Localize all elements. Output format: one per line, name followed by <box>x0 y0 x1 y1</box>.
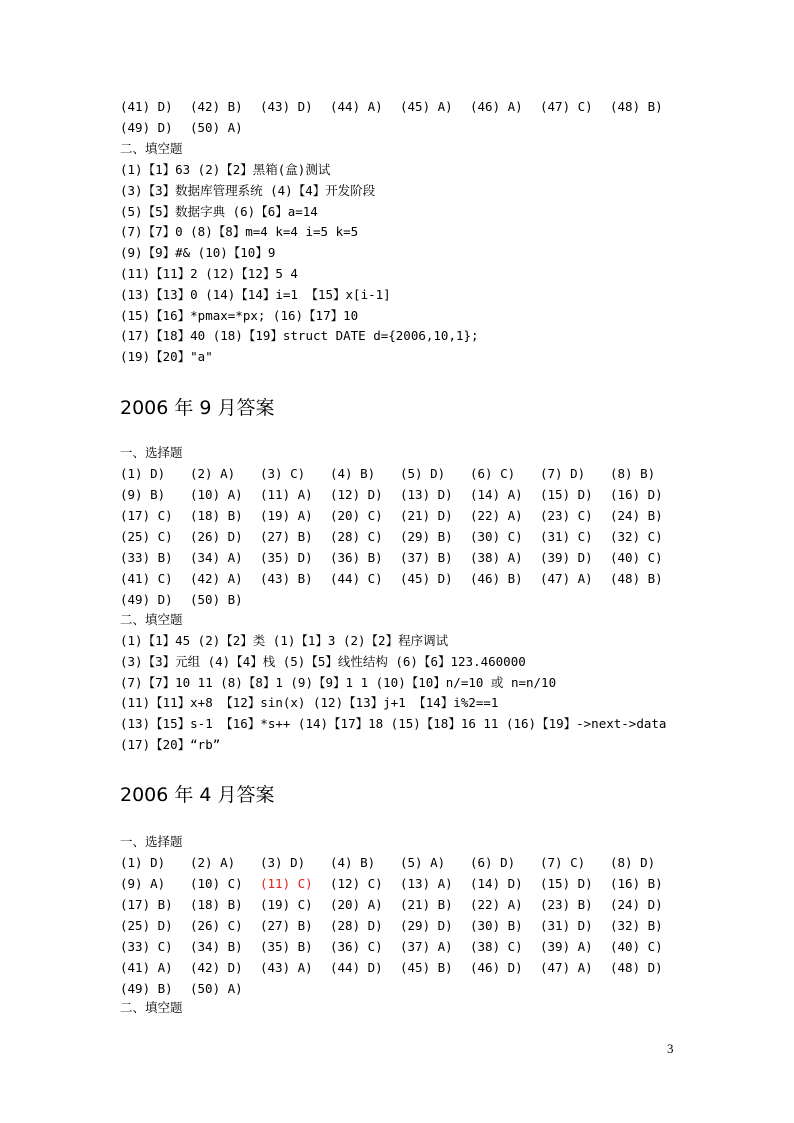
answer-item: (48) B) <box>610 99 663 114</box>
answer-item: (1) D) <box>120 466 166 481</box>
choice-section-header: 一、选择题 <box>120 834 183 849</box>
answer-item: (43) D) <box>260 99 313 114</box>
answer-item: (35) D) <box>260 550 313 565</box>
answer-item: (20) A) <box>330 897 383 912</box>
answer-item: (3) D) <box>260 855 306 870</box>
answer-item: (44) D) <box>330 960 383 975</box>
answer-row <box>120 958 680 978</box>
answer-item: (38) C) <box>470 939 523 954</box>
answer-item: (32) C) <box>610 529 663 544</box>
fill-answer-line: (7)【7】0 (8)【8】m=4 k=4 i=5 k=5 <box>120 224 359 240</box>
answer-item: (10) A) <box>190 487 243 502</box>
answer-item: (24) B) <box>610 508 663 523</box>
answer-row <box>120 97 680 117</box>
answer-item: (31) C) <box>540 529 593 544</box>
answer-row <box>120 527 680 547</box>
section-title-2006-sep: 2006 年 9 月答案 <box>120 397 275 419</box>
answer-item: (16) D) <box>610 487 663 502</box>
answer-item: (2) A) <box>190 466 236 481</box>
answer-item: (28) C) <box>330 529 383 544</box>
answer-item: (42) D) <box>190 960 243 975</box>
answer-item: (34) A) <box>190 550 243 565</box>
fill-answer-line: (11)【11】x+8 【12】sin(x) (12)【13】j+1 【14】i%2==1 <box>120 695 499 711</box>
answer-item: (40) C) <box>610 939 663 954</box>
answer-item: (15) D) <box>540 876 593 891</box>
answer-item: (5) D) <box>400 466 446 481</box>
answer-item: (21) B) <box>400 897 453 912</box>
answer-item: (12) C) <box>330 876 383 891</box>
answer-item: (48) D) <box>610 960 663 975</box>
answer-item: (48) B) <box>610 571 663 586</box>
answer-row <box>120 569 680 589</box>
answer-item: (7) C) <box>540 855 586 870</box>
answer-item: (49) D) <box>120 120 173 135</box>
answer-item: (22) A) <box>470 508 523 523</box>
answer-item: (21) D) <box>400 508 453 523</box>
answer-row <box>120 895 680 915</box>
answer-item: (47) C) <box>540 99 593 114</box>
answer-row <box>120 118 260 138</box>
fill-answer-line: (13)【15】s-1 【16】*s++ (14)【17】18 (15)【18】16 11 (16)【19】->next->data <box>120 716 667 732</box>
answer-item: (36) B) <box>330 550 383 565</box>
answer-item: (39) D) <box>540 550 593 565</box>
answer-item: (34) B) <box>190 939 243 954</box>
answer-item: (40) C) <box>610 550 663 565</box>
fill-answer-line: (9)【9】#& (10)【10】9 <box>120 245 276 261</box>
answer-item: (47) A) <box>540 571 593 586</box>
choice-section-header: 一、选择题 <box>120 445 183 460</box>
answer-row <box>120 590 260 610</box>
answer-item: (29) D) <box>400 918 453 933</box>
answer-item: (45) D) <box>400 571 453 586</box>
answer-row <box>120 937 680 957</box>
answer-item: (13) A) <box>400 876 453 891</box>
answer-item: (50) B) <box>190 592 243 607</box>
fill-section-header: 二、填空题 <box>120 612 183 627</box>
fill-section-header: 二、填空题 <box>120 1000 183 1015</box>
answer-item: (6) D) <box>470 855 516 870</box>
answer-item: (25) D) <box>120 918 173 933</box>
answer-item: (2) A) <box>190 855 236 870</box>
answer-item: (17) C) <box>120 508 173 523</box>
answer-item: (30) B) <box>470 918 523 933</box>
answer-item: (43) B) <box>260 571 313 586</box>
answer-item: (9) B) <box>120 487 166 502</box>
answer-item: (46) A) <box>470 99 523 114</box>
answer-item: (46) B) <box>470 571 523 586</box>
section-title-2006-apr: 2006 年 4 月答案 <box>120 784 275 806</box>
fill-answer-line: (11)【11】2 (12)【12】5 4 <box>120 266 298 281</box>
answer-item: (12) D) <box>330 487 383 502</box>
answer-item: (10) C) <box>190 876 243 891</box>
fill-section-header: 二、填空题 <box>120 141 183 156</box>
fill-answer-line: (3)【3】元组 (4)【4】栈 (5)【5】线性结构 (6)【6】123.460000 <box>120 653 526 669</box>
answer-item: (47) A) <box>540 960 593 975</box>
fill-answer-line: (19)【20】"a" <box>120 349 213 365</box>
answer-item: (14) A) <box>470 487 523 502</box>
answer-row <box>120 979 260 999</box>
fill-answer-line: (5)【5】数据字典 (6)【6】a=14 <box>120 203 318 219</box>
answer-item: (19) A) <box>260 508 313 523</box>
answer-item: (4) B) <box>330 855 376 870</box>
answer-row <box>120 506 680 526</box>
answer-item: (9) A) <box>120 876 166 891</box>
answer-item: (29) B) <box>400 529 453 544</box>
answer-item: (1) D) <box>120 855 166 870</box>
answer-item: (50) A) <box>190 981 243 996</box>
answer-item: (41) C) <box>120 571 173 586</box>
answer-item: (14) D) <box>470 876 523 891</box>
fill-answer-line: (3)【3】数据库管理系统 (4)【4】开发阶段 <box>120 182 376 198</box>
answer-row <box>120 464 680 484</box>
answer-item: (31) D) <box>540 918 593 933</box>
fill-answer-line: (13)【13】0 (14)【14】i=1 【15】x[i-1] <box>120 286 391 302</box>
answer-item: (33) C) <box>120 939 173 954</box>
fill-answer-line: (17)【18】40 (18)【19】struct DATE d={2006,10,1}; <box>120 328 479 344</box>
fill-answer-line: (1)【1】45 (2)【2】类 (1)【1】3 (2)【2】程序调试 <box>120 633 449 648</box>
answer-item: (46) D) <box>470 960 523 975</box>
answer-item: (4) B) <box>330 466 376 481</box>
answer-item: (42) B) <box>190 99 243 114</box>
answer-item: (22) A) <box>470 897 523 912</box>
answer-item: (24) D) <box>610 897 663 912</box>
answer-item: (11) C) <box>260 876 313 891</box>
answer-item: (16) B) <box>610 876 663 891</box>
answer-item: (41) D) <box>120 99 173 114</box>
answer-item: (5) A) <box>400 855 446 870</box>
fill-answer-line: (1)【1】63 (2)【2】黑箱(盒)测试 <box>120 162 331 177</box>
answer-item: (43) A) <box>260 960 313 975</box>
answer-item: (49) D) <box>120 592 173 607</box>
answer-row <box>120 548 680 568</box>
page-number: 3 <box>667 1041 674 1056</box>
answer-item: (8) B) <box>610 466 656 481</box>
answer-item: (26) C) <box>190 918 243 933</box>
answer-item: (23) C) <box>540 508 593 523</box>
answer-item: (6) C) <box>470 466 516 481</box>
answer-item: (35) B) <box>260 939 313 954</box>
answer-item: (44) A) <box>330 99 383 114</box>
answer-row <box>120 853 680 873</box>
answer-item: (37) B) <box>400 550 453 565</box>
answer-item: (27) B) <box>260 918 313 933</box>
answer-item: (28) D) <box>330 918 383 933</box>
answer-item: (49) B) <box>120 981 173 996</box>
answer-item: (20) C) <box>330 508 383 523</box>
answer-item: (17) B) <box>120 897 173 912</box>
answer-item: (11) A) <box>260 487 313 502</box>
answer-item: (50) A) <box>190 120 243 135</box>
answer-item: (27) B) <box>260 529 313 544</box>
answer-item: (15) D) <box>540 487 593 502</box>
answer-item: (39) A) <box>540 939 593 954</box>
answer-item: (7) D) <box>540 466 586 481</box>
answer-item: (37) A) <box>400 939 453 954</box>
answer-item: (18) B) <box>190 897 243 912</box>
answer-row <box>120 916 680 936</box>
answer-item: (13) D) <box>400 487 453 502</box>
answer-item: (45) A) <box>400 99 453 114</box>
answer-item: (19) C) <box>260 897 313 912</box>
answer-item: (8) D) <box>610 855 656 870</box>
answer-item: (41) A) <box>120 960 173 975</box>
answer-item: (18) B) <box>190 508 243 523</box>
fill-answer-line: (15)【16】*pmax=*px; (16)【17】10 <box>120 307 359 323</box>
answer-item: (3) C) <box>260 466 306 481</box>
answer-item: (38) A) <box>470 550 523 565</box>
answer-item: (44) C) <box>330 571 383 586</box>
fill-answer-line: (7)【7】10 11 (8)【8】1 (9)【9】1 1 (10)【10】n/=10 或 n=n/10 <box>120 674 557 690</box>
fill-answer-line: (17)【20】“rb” <box>120 737 221 752</box>
answer-item: (25) C) <box>120 529 173 544</box>
answer-item: (42) A) <box>190 571 243 586</box>
answer-row <box>120 485 680 505</box>
answer-item: (23) B) <box>540 897 593 912</box>
answer-item: (45) B) <box>400 960 453 975</box>
answer-item: (36) C) <box>330 939 383 954</box>
answer-item: (26) D) <box>190 529 243 544</box>
answer-item: (32) B) <box>610 918 663 933</box>
answer-item: (33) B) <box>120 550 173 565</box>
answer-row <box>120 874 680 894</box>
answer-item: (30) C) <box>470 529 523 544</box>
